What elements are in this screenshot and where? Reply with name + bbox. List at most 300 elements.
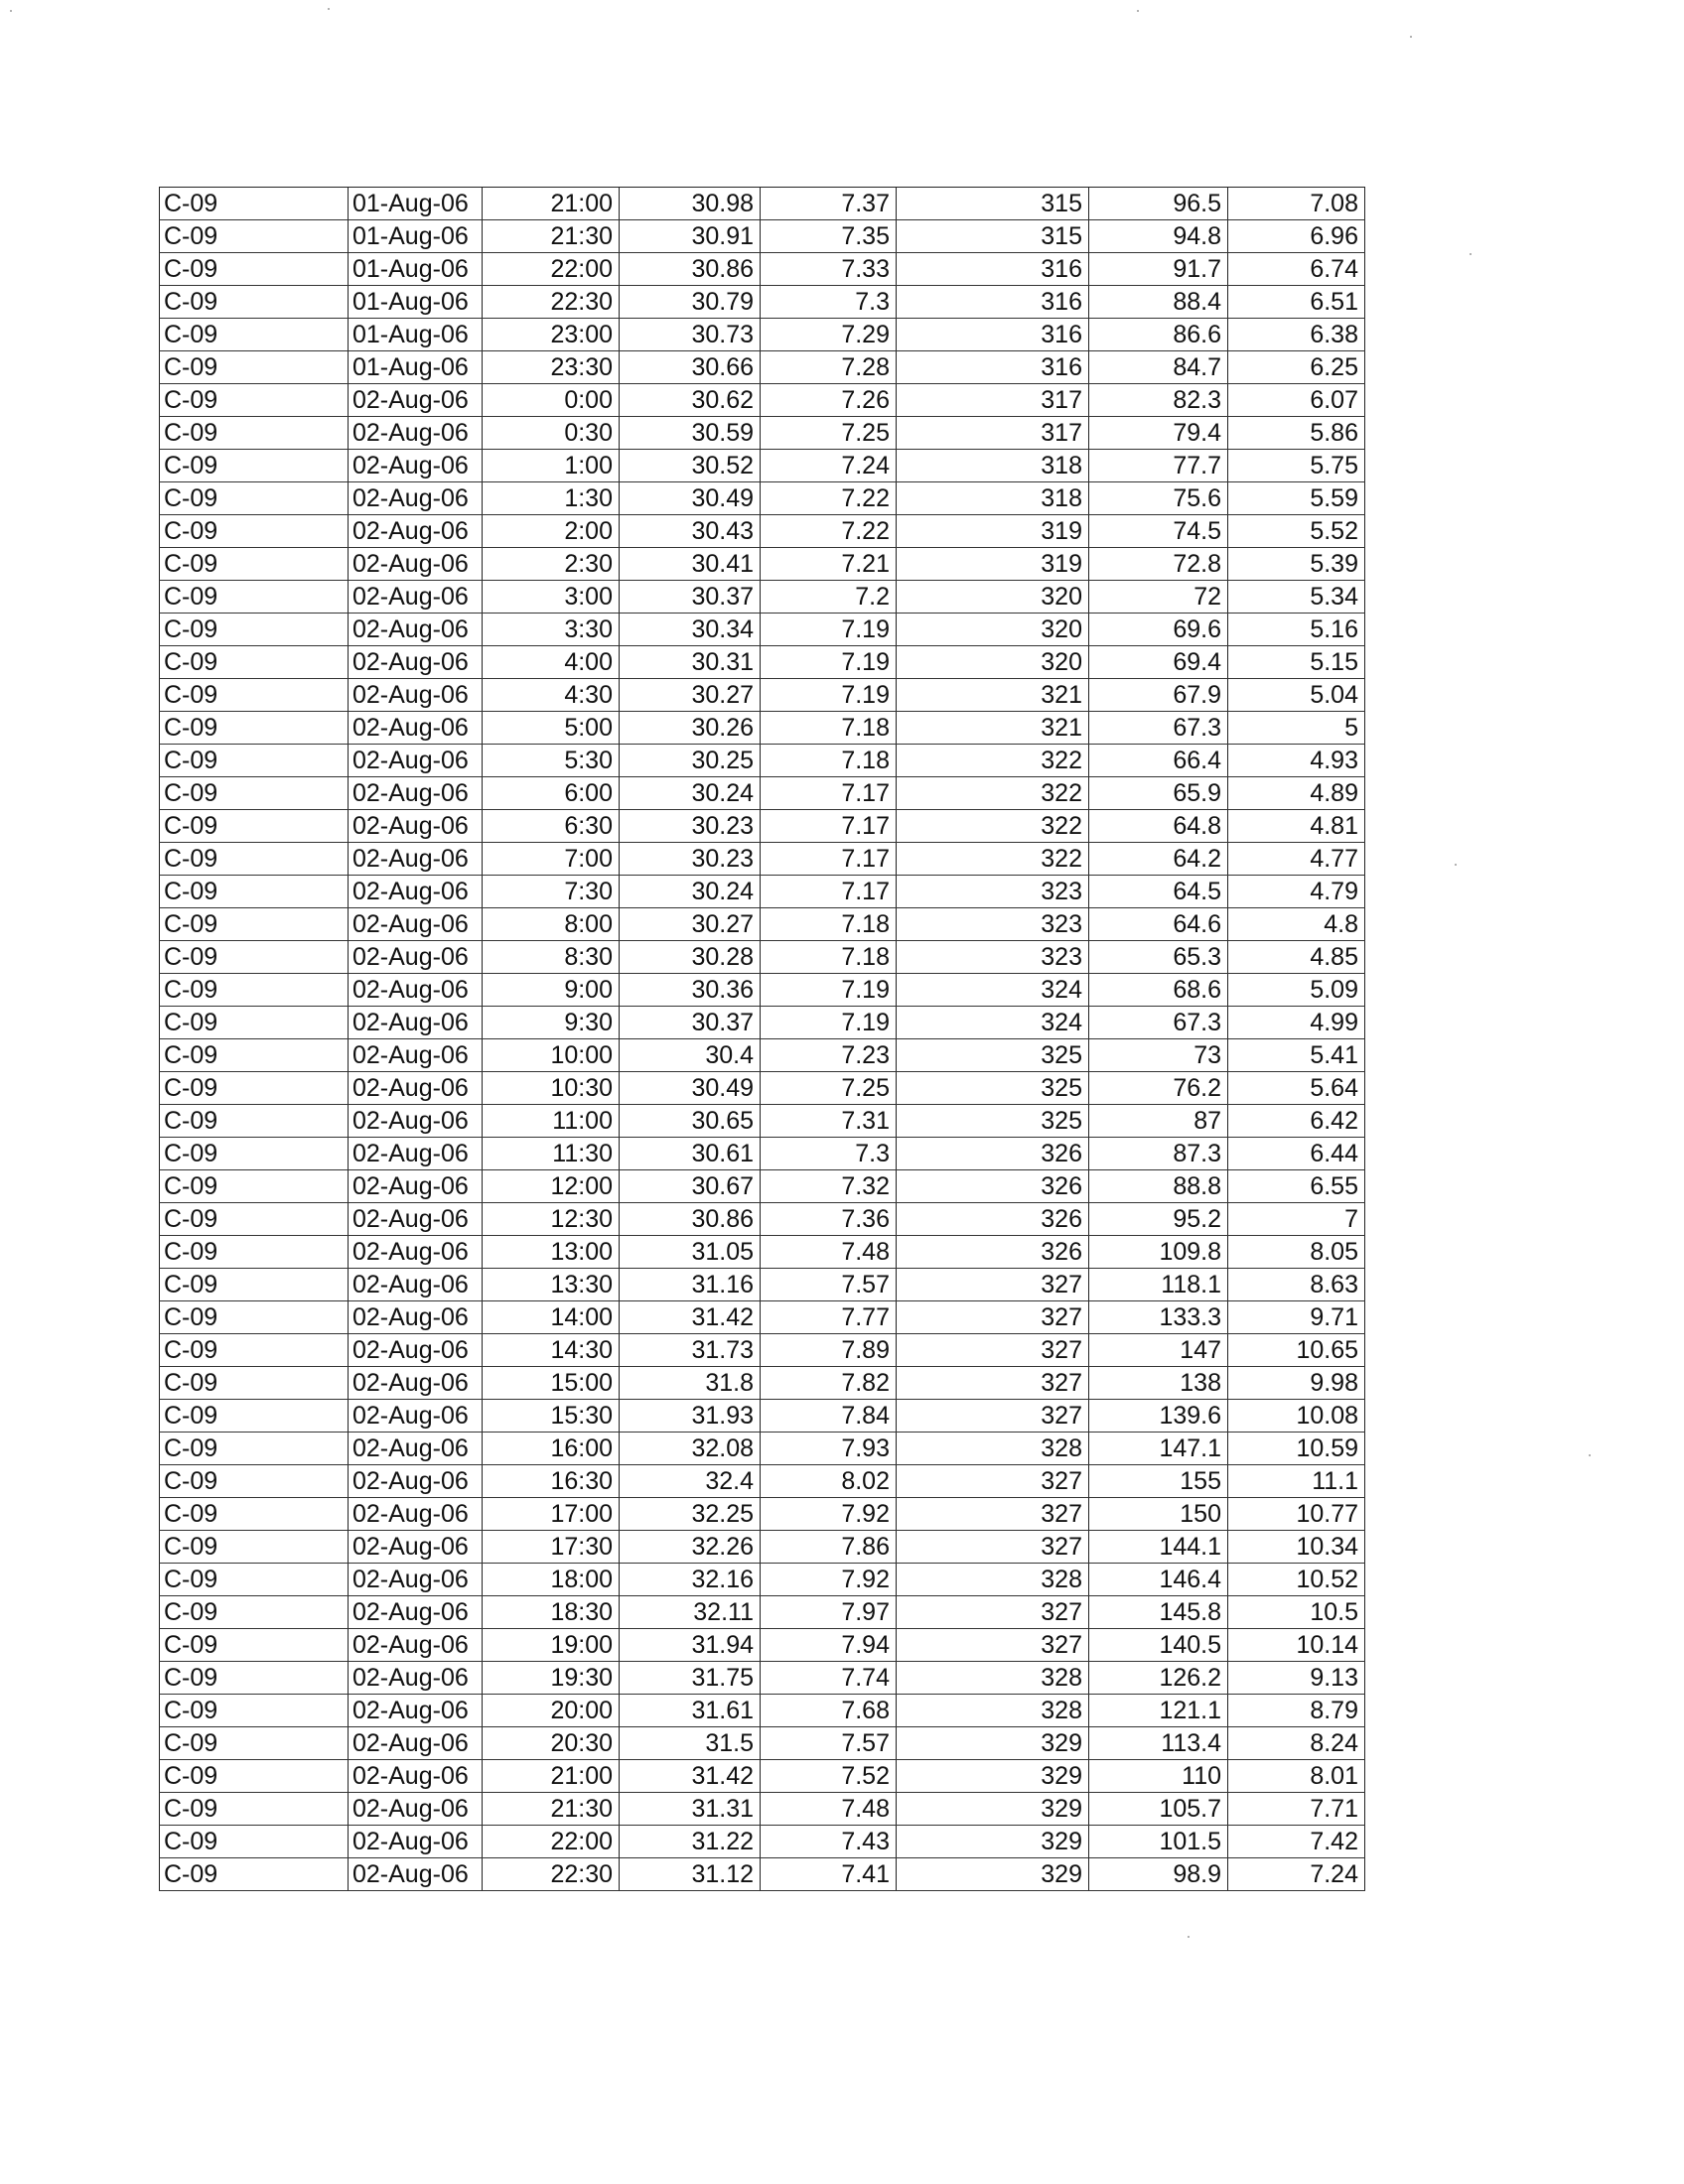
value-3-cell: 324: [897, 1007, 1089, 1039]
value-1-cell: 30.79: [620, 286, 761, 319]
station-cell: C-09: [160, 1629, 349, 1662]
time-cell: 0:30: [483, 417, 620, 450]
value-1-cell: 30.98: [620, 188, 761, 220]
station-cell: C-09: [160, 941, 349, 974]
value-2-cell: 7.36: [761, 1203, 897, 1236]
table-row: [160, 1301, 1365, 1334]
value-5-cell: 4.85: [1228, 941, 1365, 974]
date-cell: 02-Aug-06: [349, 614, 483, 646]
table-row: [160, 548, 1365, 581]
value-5-cell: 10.5: [1228, 1596, 1365, 1629]
value-5-cell: 10.14: [1228, 1629, 1365, 1662]
time-cell: 18:00: [483, 1564, 620, 1596]
station-cell: C-09: [160, 581, 349, 614]
date-cell: 01-Aug-06: [349, 286, 483, 319]
table-row: [160, 712, 1365, 745]
value-2-cell: 7.19: [761, 1007, 897, 1039]
value-5-cell: 6.25: [1228, 351, 1365, 384]
value-5-cell: 7.71: [1228, 1793, 1365, 1826]
value-3-cell: 321: [897, 712, 1089, 745]
value-1-cell: 30.52: [620, 450, 761, 482]
date-cell: 02-Aug-06: [349, 810, 483, 843]
table-row: [160, 220, 1365, 253]
value-1-cell: 30.41: [620, 548, 761, 581]
date-cell: 02-Aug-06: [349, 581, 483, 614]
time-cell: 4:00: [483, 646, 620, 679]
value-5-cell: 8.63: [1228, 1269, 1365, 1301]
value-4-cell: 95.2: [1089, 1203, 1228, 1236]
table-row: [160, 450, 1365, 482]
station-cell: C-09: [160, 450, 349, 482]
station-cell: C-09: [160, 220, 349, 253]
station-cell: C-09: [160, 908, 349, 941]
station-cell: C-09: [160, 1564, 349, 1596]
time-cell: 6:00: [483, 777, 620, 810]
date-cell: 02-Aug-06: [349, 417, 483, 450]
value-3-cell: 323: [897, 941, 1089, 974]
date-cell: 01-Aug-06: [349, 319, 483, 351]
value-3-cell: 327: [897, 1334, 1089, 1367]
date-cell: 02-Aug-06: [349, 1236, 483, 1269]
value-1-cell: 31.61: [620, 1695, 761, 1727]
value-1-cell: 30.24: [620, 777, 761, 810]
value-5-cell: 4.99: [1228, 1007, 1365, 1039]
value-5-cell: 5.39: [1228, 548, 1365, 581]
value-5-cell: 9.13: [1228, 1662, 1365, 1695]
value-4-cell: 86.6: [1089, 319, 1228, 351]
value-4-cell: 144.1: [1089, 1531, 1228, 1564]
value-5-cell: 6.42: [1228, 1105, 1365, 1138]
value-3-cell: 327: [897, 1269, 1089, 1301]
date-cell: 01-Aug-06: [349, 188, 483, 220]
time-cell: 7:30: [483, 876, 620, 908]
table-row: [160, 1531, 1365, 1564]
value-5-cell: 10.34: [1228, 1531, 1365, 1564]
date-cell: 02-Aug-06: [349, 515, 483, 548]
value-4-cell: 138: [1089, 1367, 1228, 1400]
value-3-cell: 323: [897, 876, 1089, 908]
table-row: [160, 777, 1365, 810]
time-cell: 11:00: [483, 1105, 620, 1138]
value-5-cell: 5: [1228, 712, 1365, 745]
value-2-cell: 7.74: [761, 1662, 897, 1695]
station-cell: C-09: [160, 188, 349, 220]
value-4-cell: 139.6: [1089, 1400, 1228, 1433]
station-cell: C-09: [160, 1367, 349, 1400]
value-3-cell: 328: [897, 1695, 1089, 1727]
station-cell: C-09: [160, 614, 349, 646]
value-3-cell: 315: [897, 188, 1089, 220]
value-4-cell: 65.3: [1089, 941, 1228, 974]
value-3-cell: 321: [897, 679, 1089, 712]
value-3-cell: 328: [897, 1564, 1089, 1596]
value-1-cell: 30.34: [620, 614, 761, 646]
table-row: [160, 1498, 1365, 1531]
station-cell: C-09: [160, 1793, 349, 1826]
value-2-cell: 7.52: [761, 1760, 897, 1793]
time-cell: 16:30: [483, 1465, 620, 1498]
value-3-cell: 329: [897, 1826, 1089, 1858]
scan-speck: [1137, 10, 1139, 12]
scan-speck: [10, 10, 12, 12]
value-1-cell: 31.42: [620, 1301, 761, 1334]
value-1-cell: 30.26: [620, 712, 761, 745]
value-1-cell: 31.75: [620, 1662, 761, 1695]
value-2-cell: 7.31: [761, 1105, 897, 1138]
date-cell: 02-Aug-06: [349, 1138, 483, 1170]
value-5-cell: 4.8: [1228, 908, 1365, 941]
value-4-cell: 67.3: [1089, 1007, 1228, 1039]
value-1-cell: 30.49: [620, 1072, 761, 1105]
date-cell: 02-Aug-06: [349, 1269, 483, 1301]
table-row: [160, 1236, 1365, 1269]
scan-speck: [1589, 1454, 1591, 1456]
time-cell: 17:00: [483, 1498, 620, 1531]
value-1-cell: 30.28: [620, 941, 761, 974]
date-cell: 02-Aug-06: [349, 1072, 483, 1105]
date-cell: 02-Aug-06: [349, 745, 483, 777]
time-cell: 19:00: [483, 1629, 620, 1662]
value-4-cell: 147: [1089, 1334, 1228, 1367]
table-row: [160, 908, 1365, 941]
station-cell: C-09: [160, 384, 349, 417]
value-3-cell: 320: [897, 614, 1089, 646]
value-2-cell: 7.22: [761, 482, 897, 515]
value-5-cell: 8.79: [1228, 1695, 1365, 1727]
value-3-cell: 329: [897, 1727, 1089, 1760]
value-4-cell: 88.4: [1089, 286, 1228, 319]
table-row: [160, 286, 1365, 319]
value-2-cell: 7.17: [761, 810, 897, 843]
station-cell: C-09: [160, 253, 349, 286]
station-cell: C-09: [160, 1596, 349, 1629]
value-3-cell: 316: [897, 351, 1089, 384]
table-row: [160, 1596, 1365, 1629]
time-cell: 13:30: [483, 1269, 620, 1301]
time-cell: 21:00: [483, 188, 620, 220]
station-cell: C-09: [160, 1760, 349, 1793]
value-3-cell: 317: [897, 417, 1089, 450]
time-cell: 19:30: [483, 1662, 620, 1695]
value-5-cell: 5.16: [1228, 614, 1365, 646]
value-4-cell: 147.1: [1089, 1433, 1228, 1465]
value-4-cell: 65.9: [1089, 777, 1228, 810]
table-row: [160, 1170, 1365, 1203]
value-2-cell: 7.22: [761, 515, 897, 548]
value-3-cell: 328: [897, 1662, 1089, 1695]
value-1-cell: 30.27: [620, 679, 761, 712]
value-1-cell: 30.59: [620, 417, 761, 450]
value-2-cell: 7.17: [761, 843, 897, 876]
value-1-cell: 31.93: [620, 1400, 761, 1433]
value-1-cell: 30.27: [620, 908, 761, 941]
date-cell: 02-Aug-06: [349, 876, 483, 908]
date-cell: 02-Aug-06: [349, 1433, 483, 1465]
value-1-cell: 30.31: [620, 646, 761, 679]
date-cell: 02-Aug-06: [349, 1465, 483, 1498]
table-row: [160, 351, 1365, 384]
value-2-cell: 7.82: [761, 1367, 897, 1400]
value-5-cell: 9.71: [1228, 1301, 1365, 1334]
value-1-cell: 30.25: [620, 745, 761, 777]
value-1-cell: 31.5: [620, 1727, 761, 1760]
time-cell: 10:30: [483, 1072, 620, 1105]
value-2-cell: 7.19: [761, 646, 897, 679]
date-cell: 02-Aug-06: [349, 1301, 483, 1334]
value-2-cell: 7.25: [761, 1072, 897, 1105]
value-4-cell: 64.5: [1089, 876, 1228, 908]
value-4-cell: 110: [1089, 1760, 1228, 1793]
table-row: [160, 1826, 1365, 1858]
date-cell: 02-Aug-06: [349, 679, 483, 712]
value-1-cell: 30.49: [620, 482, 761, 515]
table-row: [160, 1072, 1365, 1105]
value-4-cell: 64.8: [1089, 810, 1228, 843]
value-1-cell: 30.73: [620, 319, 761, 351]
date-cell: 01-Aug-06: [349, 220, 483, 253]
station-cell: C-09: [160, 1269, 349, 1301]
value-2-cell: 7.43: [761, 1826, 897, 1858]
time-cell: 14:00: [483, 1301, 620, 1334]
date-cell: 02-Aug-06: [349, 712, 483, 745]
value-5-cell: 9.98: [1228, 1367, 1365, 1400]
table-row: [160, 1039, 1365, 1072]
date-cell: 02-Aug-06: [349, 1170, 483, 1203]
value-3-cell: 329: [897, 1760, 1089, 1793]
date-cell: 02-Aug-06: [349, 1105, 483, 1138]
scan-speck: [1188, 1936, 1190, 1938]
value-4-cell: 113.4: [1089, 1727, 1228, 1760]
value-4-cell: 133.3: [1089, 1301, 1228, 1334]
value-4-cell: 96.5: [1089, 188, 1228, 220]
table-row: [160, 1203, 1365, 1236]
station-cell: C-09: [160, 1727, 349, 1760]
time-cell: 22:00: [483, 1826, 620, 1858]
value-2-cell: 7.29: [761, 319, 897, 351]
value-3-cell: 316: [897, 286, 1089, 319]
table-row: [160, 810, 1365, 843]
value-2-cell: 7.18: [761, 941, 897, 974]
date-cell: 02-Aug-06: [349, 1334, 483, 1367]
value-2-cell: 7.17: [761, 777, 897, 810]
value-1-cell: 31.42: [620, 1760, 761, 1793]
date-cell: 02-Aug-06: [349, 548, 483, 581]
value-4-cell: 145.8: [1089, 1596, 1228, 1629]
value-3-cell: 326: [897, 1236, 1089, 1269]
value-1-cell: 30.37: [620, 581, 761, 614]
value-4-cell: 140.5: [1089, 1629, 1228, 1662]
value-3-cell: 327: [897, 1498, 1089, 1531]
value-3-cell: 327: [897, 1629, 1089, 1662]
station-cell: C-09: [160, 974, 349, 1007]
date-cell: 02-Aug-06: [349, 1203, 483, 1236]
value-2-cell: 7.97: [761, 1596, 897, 1629]
time-cell: 2:30: [483, 548, 620, 581]
time-cell: 10:00: [483, 1039, 620, 1072]
value-2-cell: 7.28: [761, 351, 897, 384]
value-3-cell: 327: [897, 1531, 1089, 1564]
value-1-cell: 32.08: [620, 1433, 761, 1465]
value-4-cell: 68.6: [1089, 974, 1228, 1007]
table-row: [160, 974, 1365, 1007]
date-cell: 02-Aug-06: [349, 384, 483, 417]
value-3-cell: 324: [897, 974, 1089, 1007]
time-cell: 21:30: [483, 1793, 620, 1826]
date-cell: 02-Aug-06: [349, 1727, 483, 1760]
table-row: [160, 646, 1365, 679]
value-4-cell: 67.9: [1089, 679, 1228, 712]
value-1-cell: 32.11: [620, 1596, 761, 1629]
time-cell: 12:00: [483, 1170, 620, 1203]
value-5-cell: 8.24: [1228, 1727, 1365, 1760]
time-cell: 8:30: [483, 941, 620, 974]
table-row: [160, 1695, 1365, 1727]
time-cell: 16:00: [483, 1433, 620, 1465]
value-4-cell: 146.4: [1089, 1564, 1228, 1596]
table-row: [160, 843, 1365, 876]
value-1-cell: 31.12: [620, 1858, 761, 1891]
value-1-cell: 31.22: [620, 1826, 761, 1858]
value-5-cell: 6.51: [1228, 286, 1365, 319]
table-row: [160, 876, 1365, 908]
time-cell: 15:30: [483, 1400, 620, 1433]
value-4-cell: 91.7: [1089, 253, 1228, 286]
value-5-cell: 5.15: [1228, 646, 1365, 679]
date-cell: 02-Aug-06: [349, 1498, 483, 1531]
value-4-cell: 82.3: [1089, 384, 1228, 417]
value-3-cell: 327: [897, 1465, 1089, 1498]
time-cell: 8:00: [483, 908, 620, 941]
station-cell: C-09: [160, 1138, 349, 1170]
value-5-cell: 5.34: [1228, 581, 1365, 614]
value-3-cell: 326: [897, 1203, 1089, 1236]
date-cell: 02-Aug-06: [349, 974, 483, 1007]
table-row: [160, 745, 1365, 777]
value-1-cell: 30.86: [620, 253, 761, 286]
value-4-cell: 64.2: [1089, 843, 1228, 876]
value-2-cell: 7.26: [761, 384, 897, 417]
value-2-cell: 7.19: [761, 614, 897, 646]
table-row: [160, 1269, 1365, 1301]
value-4-cell: 76.2: [1089, 1072, 1228, 1105]
time-cell: 5:00: [483, 712, 620, 745]
value-5-cell: 4.79: [1228, 876, 1365, 908]
value-2-cell: 7.35: [761, 220, 897, 253]
time-cell: 0:00: [483, 384, 620, 417]
value-4-cell: 66.4: [1089, 745, 1228, 777]
station-cell: C-09: [160, 1498, 349, 1531]
time-cell: 9:30: [483, 1007, 620, 1039]
value-4-cell: 101.5: [1089, 1826, 1228, 1858]
value-5-cell: 10.08: [1228, 1400, 1365, 1433]
value-1-cell: 30.62: [620, 384, 761, 417]
station-cell: C-09: [160, 319, 349, 351]
value-2-cell: 7.68: [761, 1695, 897, 1727]
value-2-cell: 7.94: [761, 1629, 897, 1662]
value-3-cell: 317: [897, 384, 1089, 417]
station-cell: C-09: [160, 515, 349, 548]
value-5-cell: 5.59: [1228, 482, 1365, 515]
value-1-cell: 31.05: [620, 1236, 761, 1269]
value-5-cell: 6.38: [1228, 319, 1365, 351]
value-4-cell: 105.7: [1089, 1793, 1228, 1826]
station-cell: C-09: [160, 1301, 349, 1334]
value-3-cell: 326: [897, 1138, 1089, 1170]
value-3-cell: 322: [897, 843, 1089, 876]
table-row: [160, 1793, 1365, 1826]
value-2-cell: 7.24: [761, 450, 897, 482]
station-cell: C-09: [160, 482, 349, 515]
value-5-cell: 5.04: [1228, 679, 1365, 712]
value-2-cell: 7.3: [761, 1138, 897, 1170]
value-4-cell: 73: [1089, 1039, 1228, 1072]
value-3-cell: 329: [897, 1858, 1089, 1891]
value-3-cell: 318: [897, 450, 1089, 482]
value-5-cell: 10.65: [1228, 1334, 1365, 1367]
station-cell: C-09: [160, 1858, 349, 1891]
table-row: [160, 188, 1365, 220]
date-cell: 02-Aug-06: [349, 450, 483, 482]
table-row: [160, 1105, 1365, 1138]
table-row: [160, 1334, 1365, 1367]
value-1-cell: 31.31: [620, 1793, 761, 1826]
value-4-cell: 94.8: [1089, 220, 1228, 253]
value-2-cell: 7.17: [761, 876, 897, 908]
date-cell: 02-Aug-06: [349, 1695, 483, 1727]
station-cell: C-09: [160, 1170, 349, 1203]
value-4-cell: 67.3: [1089, 712, 1228, 745]
value-1-cell: 30.66: [620, 351, 761, 384]
value-2-cell: 7.92: [761, 1498, 897, 1531]
value-1-cell: 30.23: [620, 810, 761, 843]
date-cell: 01-Aug-06: [349, 351, 483, 384]
time-cell: 15:00: [483, 1367, 620, 1400]
value-3-cell: 327: [897, 1367, 1089, 1400]
station-cell: C-09: [160, 548, 349, 581]
value-2-cell: 7.25: [761, 417, 897, 450]
time-cell: 21:30: [483, 220, 620, 253]
date-cell: 02-Aug-06: [349, 1596, 483, 1629]
station-cell: C-09: [160, 1236, 349, 1269]
station-cell: C-09: [160, 843, 349, 876]
time-cell: 21:00: [483, 1760, 620, 1793]
table-row: [160, 941, 1365, 974]
value-5-cell: 4.81: [1228, 810, 1365, 843]
station-cell: C-09: [160, 1531, 349, 1564]
date-cell: 02-Aug-06: [349, 1531, 483, 1564]
station-cell: C-09: [160, 1334, 349, 1367]
table-body: [160, 188, 1365, 1891]
table-row: [160, 1465, 1365, 1498]
value-5-cell: 6.96: [1228, 220, 1365, 253]
value-4-cell: 98.9: [1089, 1858, 1228, 1891]
value-5-cell: 6.55: [1228, 1170, 1365, 1203]
value-3-cell: 319: [897, 548, 1089, 581]
time-cell: 5:30: [483, 745, 620, 777]
date-cell: 02-Aug-06: [349, 1367, 483, 1400]
date-cell: 02-Aug-06: [349, 1826, 483, 1858]
value-5-cell: 5.86: [1228, 417, 1365, 450]
value-1-cell: 32.25: [620, 1498, 761, 1531]
value-4-cell: 84.7: [1089, 351, 1228, 384]
station-cell: C-09: [160, 1203, 349, 1236]
table-row: [160, 319, 1365, 351]
value-1-cell: 32.4: [620, 1465, 761, 1498]
value-3-cell: 320: [897, 581, 1089, 614]
time-cell: 14:30: [483, 1334, 620, 1367]
table-row: [160, 1727, 1365, 1760]
value-3-cell: 327: [897, 1596, 1089, 1629]
